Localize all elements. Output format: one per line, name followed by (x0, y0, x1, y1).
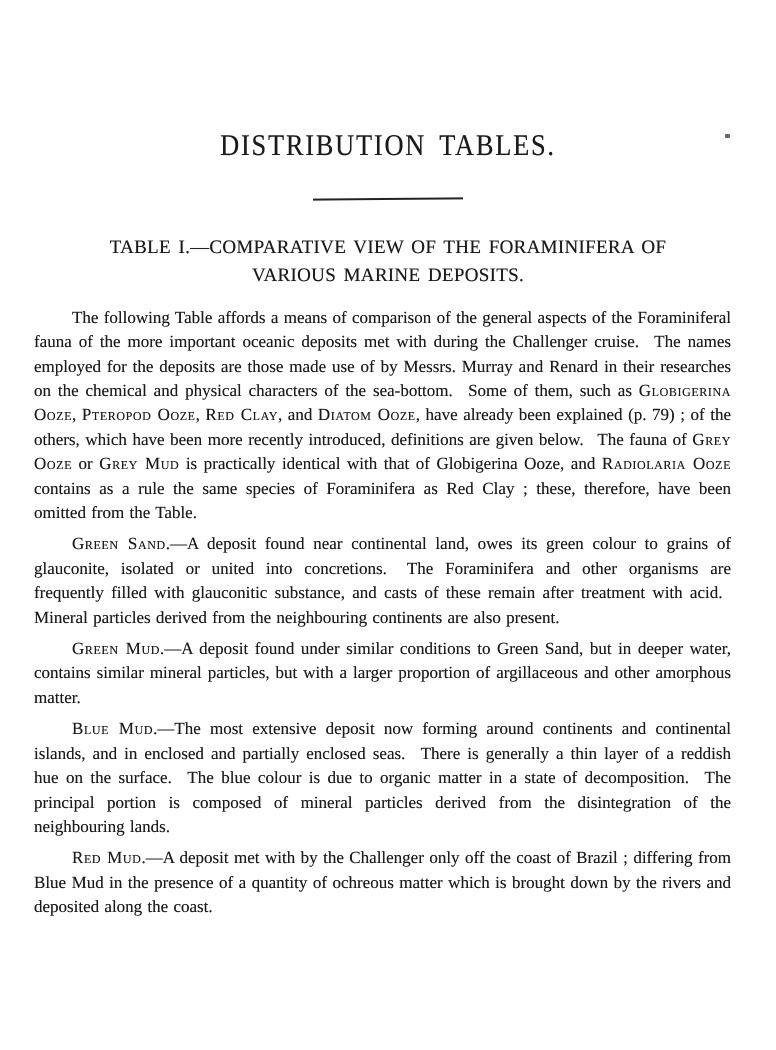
page-title: DISTRIBUTION TABLES. (220, 129, 556, 162)
table-heading-line1: TABLE I.—COMPARATIVE VIEW OF THE FORAMINIFERA OF (109, 236, 667, 258)
deposit-term: Green Mud (72, 639, 160, 659)
paragraph-green-mud (34, 637, 731, 710)
paragraph-intro (34, 306, 731, 526)
deposit-term: Radiolaria Ooze (601, 454, 731, 474)
text-run: , (72, 405, 82, 425)
deposit-term: Blue Mud (72, 719, 154, 739)
title-divider-rule (313, 197, 463, 200)
deposit-term: Red Mud (72, 848, 142, 868)
text-run: contains as a rule the same species of Foraminifera as Red Clay ; these, therefore, have been omitted from the Table. (34, 478, 731, 523)
text-run: .—A deposit met with by the Challenger only off the coast of Brazil ; differing from Blue Mud in the presence of a quantity of ochreous matter which is brought down by the rivers and deposited along the coast. (34, 848, 731, 917)
paragraph-red-mud (34, 846, 731, 919)
deposit-term: Pteropod Ooze (81, 405, 196, 425)
text-run: is practically identical with that of Globigerina Ooze, and (179, 454, 602, 474)
paragraph-blue-mud (34, 717, 731, 839)
deposit-term: Red Clay (205, 405, 278, 425)
deposit-term: Diatom Ooze (317, 405, 416, 425)
deposit-term: Green Sand (72, 534, 166, 554)
text-run: or (72, 454, 100, 474)
text-run: .—A deposit found under similar conditions to Green Sand, but in deeper water, contains similar mineral particles, but with a larger proportion of argillaceous and other amorphous matter. (34, 639, 731, 707)
table-heading-line2: VARIOUS MARINE DEPOSITS. (251, 264, 525, 286)
text-run: The following Table affords a means of comparison of the general aspects of the Foraminiferal fauna of the more important oceanic deposits met with during the Challenger cruise. The names employed for the deposits are those made use of by Messrs. Murray and Renard in their researches on the chemical and physical characters of the sea-bottom. Some of them, such as (34, 307, 731, 401)
deposit-term: Globigerina Ooze (34, 381, 731, 425)
text-run: , (195, 405, 206, 425)
text-run: .—A deposit found near continental land, owes its green colour to grains of glauconite, isolated or united into concretions. The Foraminifera and other organisms are frequently filled with glauconitic substance, and casts of these remain after treatment with acid. Mineral particles derived from the neighbouring continents are also present. (34, 534, 731, 627)
deposit-term: Grey Ooze (34, 429, 731, 474)
body-paragraphs (34, 306, 731, 920)
paragraph-green-sand (34, 532, 731, 630)
table-heading (0, 234, 776, 290)
deposit-term: Grey Mud (99, 454, 180, 474)
text-run: , have already been explained (p. 79) ; of the others, which have been more recently introduced, definitions are given below. The fauna of (34, 405, 732, 449)
text-run: .—The most extensive deposit now forming around continents and continental islands, and in enclosed and partially enclosed seas. There is generally a thin layer of a reddish hue on the surface. The blue colour is due to organic matter in a state of decomposition. The principal portion is composed of mineral particles derived from the disintegration of the neighbouring lands. (34, 719, 732, 836)
text-run: , and (278, 405, 318, 425)
